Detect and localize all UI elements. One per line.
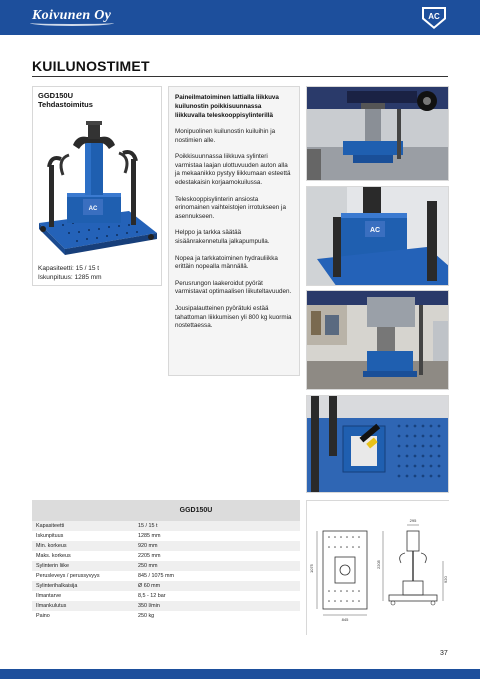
spec-label: Ilmankulutus	[36, 603, 67, 609]
spec-value: 350 l/min	[138, 603, 160, 609]
svg-text:1075: 1075	[309, 564, 314, 573]
page-title: KUILUNOSTIMET	[32, 58, 150, 74]
product-box	[32, 86, 162, 286]
description-paragraph: Nopea ja tarkkatoiminen hydrauliikka erittäin nopealla männällä.	[175, 254, 278, 271]
page-number: 37	[440, 650, 448, 657]
technical-drawing	[306, 500, 449, 635]
spec-label: Paino	[36, 613, 50, 619]
table-row	[32, 581, 300, 591]
photo-jack-closeup	[306, 186, 449, 286]
description-box	[168, 86, 300, 376]
spec-table	[32, 500, 300, 621]
spec-label: Maks. korkeus	[36, 553, 71, 559]
company-logo: Koivunen Oy	[32, 8, 112, 23]
spec-value: 250 kg	[138, 613, 155, 619]
spec-value: 15 / 15 t	[138, 523, 158, 529]
table-row	[32, 571, 300, 581]
spec-table-body	[32, 521, 300, 621]
photo-jack-under-vehicle	[306, 86, 449, 181]
table-row	[32, 551, 300, 561]
spec-label: Iskunpituus	[36, 533, 64, 539]
description-lead: Paineilmatoiminen lattialla liikkuva kuilunostin poikkisuunnassa liikkuvalla teleskooppisylinterillä	[175, 94, 279, 119]
svg-text:AC: AC	[88, 206, 98, 212]
header-bar	[0, 0, 480, 35]
badge-text: AC	[428, 12, 440, 21]
table-row	[32, 601, 300, 611]
spec-label: Ilmantarve	[36, 593, 62, 599]
product-capacity: Kapasiteetti: 15 / 15 t	[38, 265, 100, 272]
description-paragraph: Perusrungon laakeroidut pyörät varmistavat optimaalisen liikuteltavuuden.	[175, 279, 292, 296]
product-stroke: Iskunpituus: 1285 mm	[38, 274, 102, 281]
product-subtitle: Tehdastoimitus	[38, 100, 93, 109]
svg-text:845: 845	[341, 617, 349, 622]
table-row	[32, 541, 300, 551]
spec-value: 920 mm	[138, 543, 158, 549]
description-paragraph: Jousipalautteinen pyörätuki estää tahattoman liikkumisen yli 800 kg kuormia nostettaessa.	[175, 304, 292, 330]
spec-value: Ø 60 mm	[138, 583, 161, 589]
spec-label: Min. korkeus	[36, 543, 67, 549]
svg-text:2205: 2205	[376, 560, 381, 569]
svg-text:920: 920	[443, 576, 448, 583]
table-row	[32, 611, 300, 621]
logo-swoosh	[30, 20, 114, 26]
spec-label: Kapasiteetti	[36, 523, 65, 529]
spec-value: 845 / 1075 mm	[138, 573, 174, 579]
table-row	[32, 561, 300, 571]
svg-text:AC: AC	[369, 227, 381, 234]
spec-label: Sylinterin liike	[36, 563, 69, 569]
spec-value: 8,5 - 12 bar	[138, 593, 166, 599]
spec-value: 1285 mm	[138, 533, 161, 539]
footer-bar	[0, 669, 480, 679]
photo-platform-detail	[306, 395, 449, 493]
product-model: GGD150U	[38, 91, 74, 100]
photo-workshop-use	[306, 290, 449, 390]
transmission-jack-illustration	[33, 115, 161, 263]
spec-value: 250 mm	[138, 563, 158, 569]
spec-label: Perusleveys / perussyvyys	[36, 573, 100, 579]
description-paragraph: Teleskooppisylinterin ansiosta erinomainen vaihteistojen irrotukseen ja asennukseen.	[175, 195, 286, 220]
description-paragraph: Helppo ja tarkka säätää sisäänrakennetulla jalkapumpulla.	[175, 229, 270, 245]
spec-table-header: GGD150U	[32, 500, 300, 521]
spec-label: Sylinterihalkaisija	[36, 583, 78, 589]
spec-value: 2205 mm	[138, 553, 161, 559]
title-divider	[32, 76, 448, 77]
table-row	[32, 591, 300, 601]
ac-badge-icon	[420, 5, 448, 31]
table-row	[32, 521, 300, 531]
description-paragraph: Poikkisuunnassa liikkuva sylinteri varmistaa laajan ulottuvuuden auton alla ja mekaanikko pystyy liikkumaan esteettä edestakaisin korjaamokuilussa.	[175, 153, 291, 186]
description-paragraph: Monipuolinen kuilunostin kuiluihin ja nostimien alle.	[175, 128, 276, 144]
table-row	[32, 531, 300, 541]
svg-text:295: 295	[409, 518, 417, 523]
